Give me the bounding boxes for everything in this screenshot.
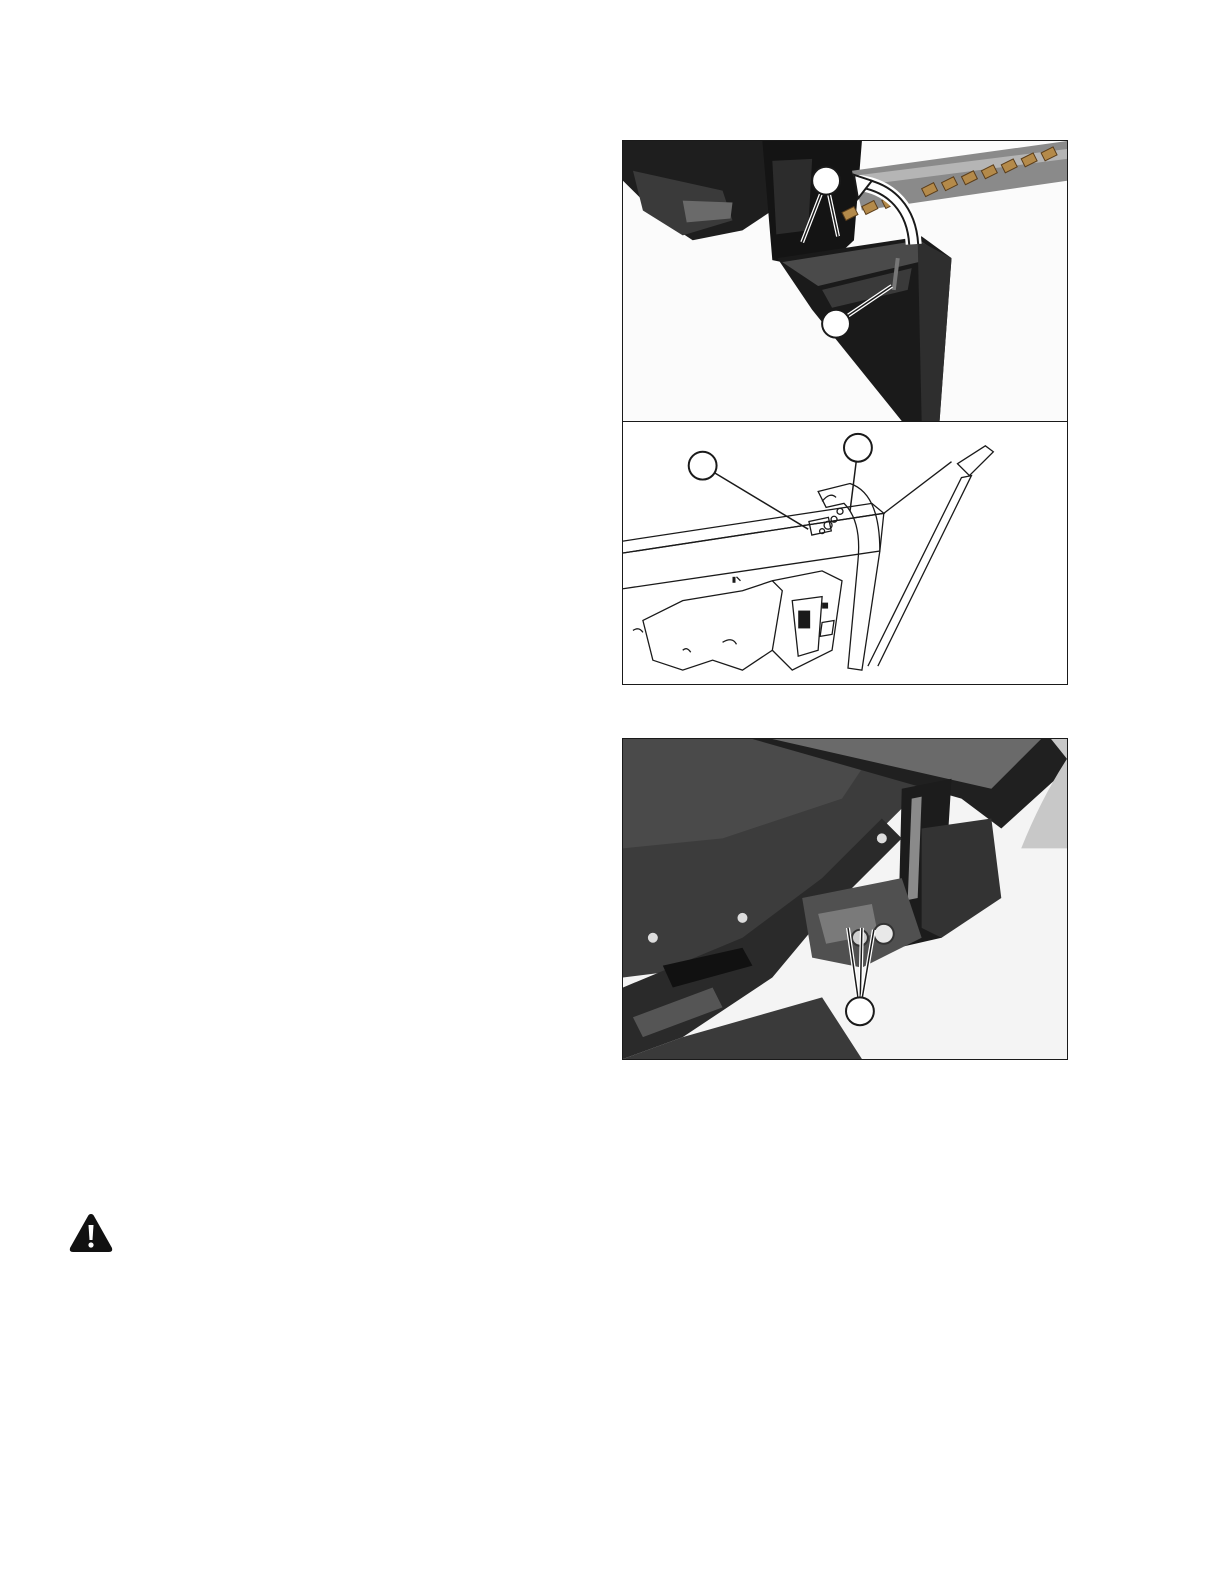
- callout-bubble: [822, 310, 850, 338]
- figure-photo-divider-raise: [622, 140, 1068, 422]
- callout-bubble: [689, 452, 717, 480]
- figure-illustration-latch: [622, 421, 1068, 685]
- illustration-latch: [623, 422, 1067, 684]
- figure-photo-underside-pins: [622, 738, 1068, 1060]
- callout-bubble: [846, 997, 874, 1025]
- warning-triangle-icon: [68, 1212, 114, 1254]
- callout-bubble: [812, 167, 840, 195]
- photo-underside-pins: [623, 739, 1067, 1059]
- photo-divider-raise: [623, 141, 1067, 421]
- callout-bubble: [844, 434, 872, 462]
